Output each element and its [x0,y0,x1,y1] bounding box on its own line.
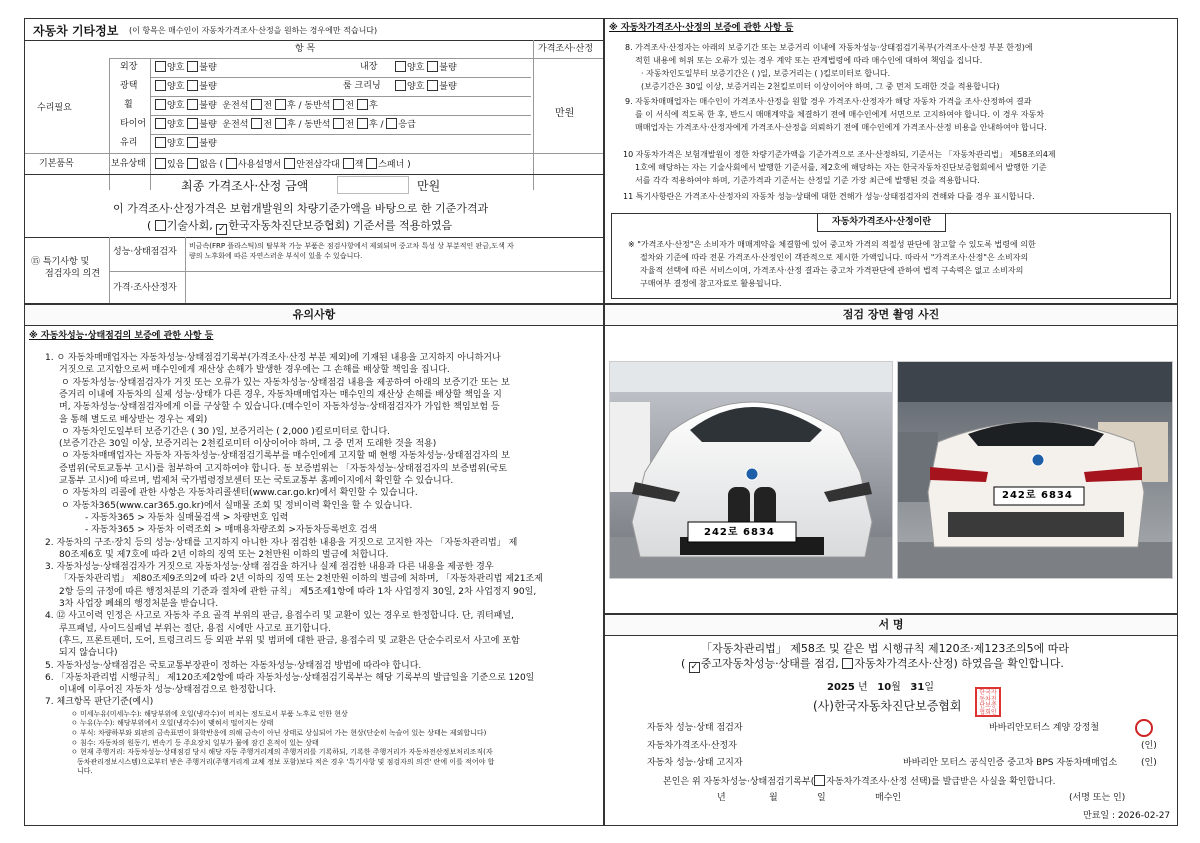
checkbox[interactable] [155,118,166,129]
checkbox[interactable] [275,99,286,110]
caution-line: ㅇ 미세누유(미세누수): 해당부위에 오일(냉각수)이 비치는 정도로서 부품 노후로 인한 현상 [71,709,348,718]
price-definition-box [611,213,1171,299]
caution-line: ㅇ 자동차인도일부터 보증기간은 ( 30 )일, 보증거리는 ( 2,000 )킬로미터로 합니다. [61,426,391,437]
gloss-options: 양호 불량 [155,80,217,93]
checkbox[interactable] [333,118,344,129]
guarantee-line: 서를 각각 적용하여야 하며, 기준가격과 기준서는 산정일 기준 가장 최근에 발행된 것을 적용합니다. [635,176,980,185]
special-label-2: 점검자의 의견 [45,269,101,279]
row-tire-label: 타이어 [120,119,147,129]
checkbox-tech-society[interactable] [155,220,166,231]
caution-section [24,304,604,826]
etc-info-section [24,18,604,304]
price-checker-sign-label: 자동차가격조사·산정자 [647,741,737,751]
caution-line: 「자동차관리법」 제80조제9조의2에 따라 2년 이하의 징역 또는 2천만원 이하의 벌금에 처하며, 「자동차관리법 제21조제 [59,574,543,585]
final-price-label: 최종 가격조사·산정 금액 [181,179,309,193]
room-clean-options: 양호 불량 [395,80,457,93]
guarantee-line: (보증기간은 30일 이상, 보증거리는 2천킬로미터 이상이어야 하며, 그 중 먼저 도래한 것을 적용합니다) [641,82,1000,91]
rear-license-plate: 242로 6834 [1002,490,1073,501]
checkbox-receipt-price[interactable] [814,775,825,786]
front-license-plate: 242로 6834 [704,527,775,538]
inspector-name: 바바리안모터스 계양 강정철 [989,723,1100,733]
front-car-photo [609,361,893,579]
buyer-day: 일 [817,793,826,803]
row-gloss-label: 광택 [120,81,138,91]
buyer-month: 월 [769,793,778,803]
sign-law-line: 「자동차관리법」 제58조 및 같은 법 시행규칙 제120조·제123조의5에 따라 [701,642,1069,655]
checkbox[interactable] [251,99,262,110]
price-guarantee-section [604,18,1178,304]
checkbox[interactable] [155,61,166,72]
sign-org: (사)한국자동차진단보증협회 [813,699,962,713]
caution-line: 을 통해 별도로 배상받는 경우는 제외) [59,414,208,425]
caution-line: 이내에 이루어진 자동차 성능·상태점검으로 한정합니다. [59,685,277,696]
checkbox[interactable] [427,61,438,72]
definition-line: 절차와 기준에 따라 전문 가격조사·산정인이 객관적으로 제시한 가액입니다. 따라서 "가격조사·산정"은 소비자의 [640,253,1029,262]
caution-line: 되지 않습니다) [59,648,118,659]
row-possession-label: 보유상태 [111,159,146,169]
sign-date: 2025 년 10월 31일 [827,682,934,693]
basic-label: 기본품목 [39,159,74,169]
row-exterior-label: 외장 [120,62,138,72]
etc-title: 자동차 기타정보 [33,24,119,38]
caution-line: 3차 사업장 폐쇄의 행정처분을 받습니다. [59,599,219,609]
checkbox[interactable] [187,61,198,72]
definition-title: 자동차가격조사·산정이란 [817,214,946,232]
notifier-name: 바바리안 모터스 공식인증 중고차 BPS 자동차매매업소 [903,758,1118,768]
caution-line: 루프패널, 사이드실패널 부위는 절단, 용접 시에만 사고로 표기합니다. [59,623,332,634]
checkbox[interactable] [427,80,438,91]
price-checker-label: 가격·조사산정자 [113,283,177,293]
guarantee-line: · 자동차인도일부터 보증기간은 ( )일, 보증거리는 ( )킬로미터로 합니다. [641,69,891,78]
checkbox[interactable] [357,118,368,129]
etc-subtitle: (이 항목은 매수인이 자동차가격조사·산정을 원하는 경우에만 적습니다) [129,26,378,35]
caution-line: ㅇ 부식: 차량하부와 외판의 금속표면이 화학반응에 의해 금속이 아닌 상태로 상실되어 가는 현상(단순히 녹슬어 있는 상태는 제외합니다) [71,728,487,737]
checkbox-performance[interactable]: ✓ [690,662,699,672]
checkbox[interactable] [226,158,237,169]
row-room-clean-label: 룸 크리닝 [343,81,381,91]
special-label-1: ⑮ 특기사항 및 [31,257,90,267]
caution-line: (보증기간은 30일 이상, 보증거리는 2천킬로미터 이상이어야 하며, 그 중 먼저 도래한 것을 적용) [59,439,437,450]
photo-header: 점검 장면 촬영 사진 [605,305,1177,326]
checkbox[interactable] [187,118,198,129]
row-wheel-label: 휠 [124,100,133,110]
checkbox[interactable] [155,80,166,91]
caution-header: 유의사항 [25,305,603,326]
price-unit: 만원 [555,108,575,119]
perf-note-2: 량의 노후화에 따른 자연스러운 부식이 있을 수 있습니다. [189,252,363,260]
checkbox[interactable] [187,137,198,148]
caution-line: 2. 자동차의 구조·장치 등의 성능·상태를 고지하지 아니한 자나 점검한 내용을 거짓으로 고지한 자는 「자동차관리법」 제 [45,537,518,548]
receipt-line: 본인은 위 자동차성능·상태점검기록부( 자동차가격조사·산정 선택)를 발급받은 사실을 확인합니다. [663,777,1056,787]
checkbox[interactable] [187,99,198,110]
guarantee-line: 매매업자는 가격조사·산정자에게 가격조사·산정을 의뢰하기 전에 매수인에게 가격조사·산정 비용을 안내하여야 합니다. [635,123,1047,132]
checkbox[interactable] [357,99,368,110]
guarantee-line: 10 자동차가격은 보험개발원이 정한 차량기준가액을 기준가격으로 조사·산정하되, 기준서는 「자동차관리법」 제58조의4제 [623,150,1056,159]
caution-line: 동차관리정보시스템)으로부터 받은 주행거리(주행거리계 교체 정보 포함)보다 적은 경우 '특기사항 및 점검자의 의견' 란에 이를 적어야 합 [77,757,495,766]
caution-title: ※ 자동차성능·상태점검의 보증에 관한 사항 등 [29,331,214,341]
signature-header: 서 명 [605,615,1177,636]
basis-line1: 이 가격조사·산정가격은 보험개발원의 차량기준가액을 바탕으로 한 기준가격과 [113,202,489,215]
guarantee-line: 8. 가격조사·산정자는 아래의 보증기간 또는 보증거리 이내에 자동차성능·상태점검기록부(가격조사·산정 부분 한정)에 [625,43,1033,52]
basis-line2: ( 기술사회, ✓ 한국자동차진단보증협회) 기준서를 적용하였음 [147,219,453,234]
checkbox[interactable] [343,158,354,169]
caution-line: ㅇ 자동차매매업자는 자동차 자동차성능·상태점검기록부를 매수인에게 고지할 때 현행 자동차성능·상태점검자의 보 [61,451,510,462]
price-checker-in: (인) [1141,741,1157,751]
buyer-label: 매수인 [875,793,902,803]
exterior-options: 양호 불량 [155,61,217,74]
caution-line: 교통부 고시)에 따르며, 법제처 국가법령정보센터 또는 국토교통부 홈페이지에서 확인할 수 있습니다. [59,476,454,486]
caution-line: 증범위(국토교통부 고시)를 첨부하여 고지하여야 합니다. 동 보증범위는 「자동차성능·상태점검자의 보증범위(국토 [59,463,508,474]
checkbox[interactable] [395,61,406,72]
caution-line: 4. ⑫ 사고이력 인정은 사고로 자동차 주요 골격 부위의 판금, 용접수리 및 교환이 있는 경우로 한정합니다. 단, 쿼터패널, [45,611,514,622]
buyer-year: 년 [717,793,726,803]
buyer-signature: (서명 또는 인) [1069,793,1126,803]
caution-line: 7. 체크항목 판단기준(예시) [45,697,154,708]
checkbox[interactable] [275,118,286,129]
guarantee-line: 11 특기사항란은 가격조사·산정자의 자동차 성능·상태에 대한 견해가 성능·상태점검자의 견해와 다를 경우 표시합니다. [623,192,1035,201]
org-stamp-text: 한국자동차진단보증협회인 [979,689,997,716]
caution-line: 1. ㅇ 자동차매매업자는 자동차성능·상태점검기록부(가격조사·산정 부분 제외)에 기재된 내용을 고지하지 아니하거나 [45,353,501,363]
row-interior-label: 내장 [360,62,378,72]
caution-line: 니다. [77,767,93,776]
inspector-seal [1135,719,1153,737]
rear-car-photo [897,361,1173,579]
caution-line: 6. 「자동차관리법 시행규칙」 제120조제2항에 따라 자동차성능·상태점검기록부는 해당 기록부의 발급일을 기준으로 120일 [45,672,535,683]
interior-options: 양호 불량 [395,61,457,74]
row-glass-label: 유리 [120,138,138,148]
sign-options-line: ( ✓ 중고자동차성능·상태를 점검, 자동차가격조사·산정) 하였음을 확인합니다. [681,657,1064,672]
photo-section [604,304,1178,614]
tire-options: 양호 불량 운전석 전 후 / 동반석 전 후 / 응급 [155,118,416,131]
caution-line: 증거리 이내에 자동차의 실제 성능·상태가 다른 경우, 자동차매매업자는 매수인의 재산상 손해를 배상할 책임을 지 [59,389,502,400]
guarantee-line: 9. 자동차매매업자는 매수인이 가격조사·산정을 원할 경우 가격조사·산정자가 해당 자동차 가격을 조사·산정하여 결과 [625,97,1032,106]
caution-line: 2항 등의 규정에 따른 행정처분의 기준과 절차에 관한 규칙」 제5조제1항에 따라 1차 사업정지 30일, 2차 사업정지 90일, [59,586,537,597]
expiry-date: 만료일 : 2026-02-27 [1083,811,1171,821]
caution-line: (후드, 프론트펜더, 도어, 트렁크리드 등 외판 부위 및 범퍼에 대한 판금, 용접수리 및 교환은 단순수리로서 사고에 포함 [59,635,520,646]
final-price-field[interactable] [337,176,409,194]
definition-line: ※ "가격조사·산정"은 소비자가 매매계약을 체결함에 있어 중고차 가격의 적절성 판단에 참고할 수 있도록 법령에 의한 [628,240,1036,249]
caution-line: 5. 자동차성능·상태점검은 국토교통부장관이 정하는 자동차성능·상태점검 방법에 따라야 합니다. [45,660,422,671]
org-stamp [975,687,1001,717]
caution-line: - 자동차365 > 자동차 이력조회 > 매매용차량조회 >자동차등록번호 검색 [85,525,377,536]
checkbox[interactable] [155,158,166,169]
perf-checker-label: 성능·상태점검자 [113,247,177,257]
checkbox[interactable] [284,158,295,169]
checkbox[interactable] [366,158,377,169]
signature-section [604,614,1178,826]
perf-note-1: 비금속(FRP 플라스틱)의 탈부착 가능 부품은 점검사항에서 제외되며 중고차 특성 상 부분적인 판금,도색 자 [189,242,514,250]
checkbox-kavid[interactable]: ✓ [218,224,226,234]
price-guarantee-title: ※ 자동차가격조사·산정의 보증에 관한 사항 등 [609,23,794,33]
guarantee-line: 1호에 해당하는 자는 기술사회에서 발행한 기준서를, 제2호에 해당하는 자는 한국자동차진단보증협회에서 발행한 기준 [635,163,1047,172]
caution-line: ㅇ 침수: 자동차의 원동기, 변속기 등 주요장치 일부가 물에 잠긴 흔적이 있는 상태 [71,738,319,747]
caution-line: ㅇ 현재 주행거리: 자동차성능·상태점검 당시 해당 자동 주행거리계의 주행거리를 기록하되, 기록한 주행거리가 자동차전산정보처리조직(자 [71,748,493,757]
possession-options: 있음 없음 ( 사용설명서 안전삼각대 잭 스패너 ) [155,158,411,171]
checkbox[interactable] [187,158,198,169]
checkbox[interactable] [187,80,198,91]
definition-line: 자율적 선택에 따른 서비스이며, 가격조사·산정 결과는 중고차 가격판단에 관하여 법적 구속력은 없고 소비자의 [640,266,1024,275]
guarantee-line: 적힌 내용에 허위 또는 오류가 있는 경우 계약 또는 관계법령에 따라 매수인에 대하여 책임을 집니다. [635,56,983,65]
caution-line: - 자동차365 > 자동차 실매물검색 > 차량번호 입력 [85,512,289,523]
notifier-label: 자동차 성능·상태 고지자 [647,758,743,768]
caution-line: ㅇ 누유(누수): 해당부위에서 오일(냉각수)이 맺혀서 떨어지는 상태 [71,719,274,728]
checkbox[interactable] [386,118,397,129]
inspector-label: 자동차 성능·상태 점검자 [647,723,743,733]
repair-label: 수리필요 [37,103,72,113]
checkbox[interactable] [155,137,166,148]
glass-options: 양호 불량 [155,137,217,150]
checkbox-price[interactable] [842,658,853,669]
definition-line: 구매여부 결정에 참고자료로 활용됩니다. [640,279,782,288]
checkbox[interactable] [395,80,406,91]
checkbox[interactable] [333,99,344,110]
final-price-unit: 만원 [417,179,441,193]
caution-line: 며, 자동차성능·상태점검자에게 이를 구상할 수 있습니다.(매수인이 자동차성능·상태점검자가 가입한 책임보험 등 [59,402,500,413]
caution-line: ㅇ 자동차의 리콜에 관한 사항은 자동차리콜센터(www.car.go.kr)에서 확인할 수 있습니다. [61,488,418,499]
col-price: 가격조사·산정 [538,44,594,54]
wheel-options: 양호 불량 운전석 전 후 / 동반석 전 후 [155,99,378,112]
col-item: 항 목 [295,44,316,54]
caution-line: ㅇ 자동차성능·상태점검자가 거짓 또는 오류가 있는 자동차성능·상태점검 내용을 제공하여 아래의 보증기간 또는 보 [61,377,510,388]
guarantee-line: 를 이 서식에 적도록 한 후, 반드시 매매계약을 체결하기 전에 매수인에게 서면으로 고지하여야 합니다. 이 경우 자동차 [635,110,1044,119]
checkbox[interactable] [251,118,262,129]
caution-line: 3. 자동차성능·상태점검자가 거짓으로 자동차성능·상태 점검을 하거나 실제 점검한 내용과 다른 내용을 제공한 경우 [45,562,494,573]
notifier-in: (인) [1141,758,1157,768]
checkbox[interactable] [155,99,166,110]
caution-line: ㅇ 자동차365(www.car365.go.kr)에서 실매물 조회 및 정비이력 확인을 할 수 있습니다. [61,500,413,511]
caution-line: 거짓으로 고지함으로써 매수인에게 재산상 손해가 발생한 경우에는 그 손해를 배상할 책임을 집니다. [59,365,450,376]
caution-line: 80조제6호 및 제7호에 따라 2년 이하의 징역 또는 2천만원 이하의 벌금에 처합니다. [59,549,389,560]
